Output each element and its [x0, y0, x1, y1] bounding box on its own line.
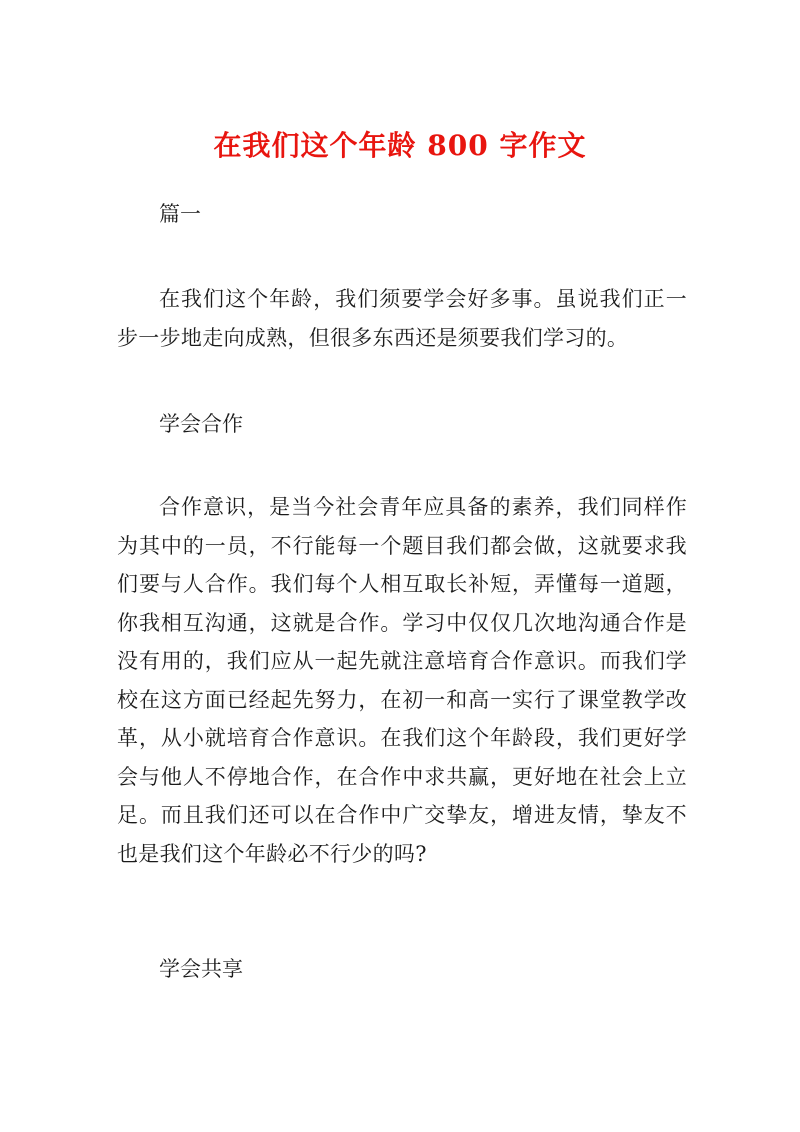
intro-paragraph: 在我们这个年龄，我们须要学会好多事。虽说我们正一步一步地走向成熟，但很多东西还是须要我们学习的。: [117, 287, 687, 350]
document-title: 在我们这个年龄 800 字作文: [213, 129, 587, 162]
cooperation-paragraph: 合作意识，是当今社会青年应具备的素养，我们同样作为其中的一员，不行能每一个题目我们都会做，这就要求我们要与人合作。我们每个人相互取长补短，弄懂每一道题，你我相互沟通，这就是合作。学习中仅仅几次地沟通合作是没有用的，我们应从一起先就注意培育合作意识。而我们学校在这方面已经起先努力，在初一和高一实行了课堂教学改革，从小就培育合作意识。在我们这个年龄段，我们更好学会与他人不停地合作，在合作中求共赢，更好地在社会上立足。而且我们还可以在合作中广交挚友，增进友情，挚友不也是我们这个年龄必不行少的吗?: [117, 495, 687, 866]
heading-cooperation: 学会合作: [159, 412, 243, 436]
section-label: 篇一: [159, 202, 201, 226]
heading-sharing: 学会共享: [159, 957, 243, 981]
